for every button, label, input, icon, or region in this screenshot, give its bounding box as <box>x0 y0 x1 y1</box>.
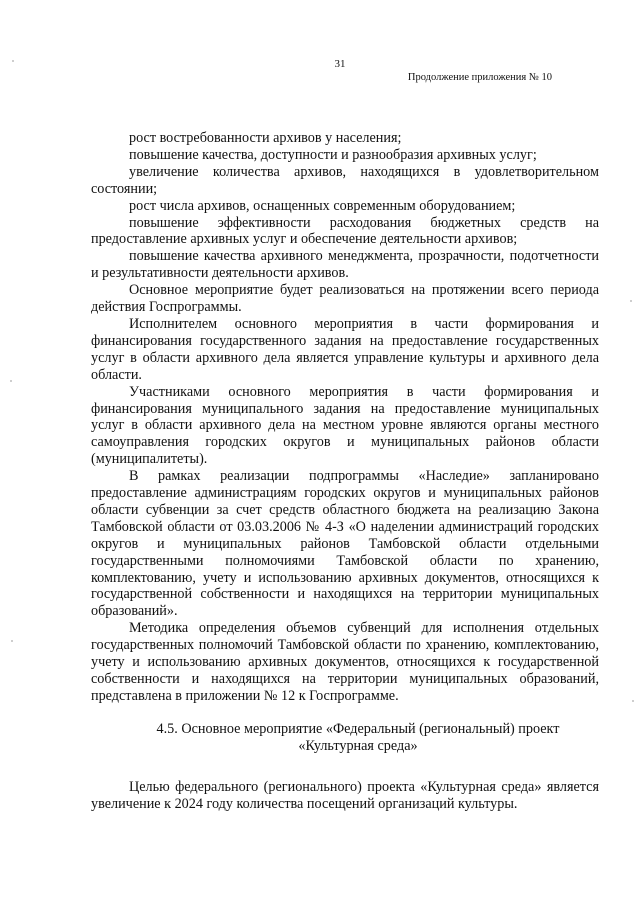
paragraph-11: Методика определения объемов субвенций для исполнения отдельных государственных полномочий Тамбовской области по хранению, комплектованию, учету и использованию архивных документов, относящихся к государственной собственности и находящихся на территории муниципальных образований, представлена в приложении № 12 к Госпрограмме. <box>91 620 599 704</box>
paragraph-1: рост востребованности архивов у населения; <box>129 130 402 146</box>
paragraph-8: Исполнителем основного мероприятия в части формирования и финансирования государственного задания на предоставление государственных услуг в области архивного дела является управление культуры и архивного дела области. <box>91 315 599 383</box>
paragraph-10: В рамках реализации подпрограммы «Наследие» запланировано предоставление администрациям городских округов и муниципальных районов области субвенции за счет средств областного бюджета на реализацию Закона Тамбовской области от 03.03.2006 № 4-З «О наделении администраций городских округов и муниципальных районов Тамбовской области отдельными государственными полномочиями Тамбовской области по хранению, комплектованию, учету и использованию архивных документов, относящихся к государственной собственности и находящихся на территории муниципальных образований». <box>91 468 599 620</box>
scan-mark <box>10 380 12 382</box>
paragraph-9: Участниками основного мероприятия в части формирования и финансирования муниципального задания на предоставление муниципальных услуг в области архивного дела на местном уровне являются органы местного самоуправления городских округов и муниципальных районов области (муниципалитеты). <box>91 383 599 468</box>
scan-mark <box>12 60 14 62</box>
section-heading-line-2: «Культурная среда» <box>298 738 418 755</box>
scan-mark <box>632 700 634 702</box>
paragraph-2: повышение качества, доступности и разнообразия архивных услуг; <box>129 146 537 163</box>
appendix-continuation-note: Продолжение приложения № 10 <box>407 72 552 83</box>
document-body <box>91 130 599 813</box>
section-heading <box>91 721 599 756</box>
paragraph-4: рост числа архивов, оснащенных современным оборудованием; <box>129 197 516 214</box>
section-paragraph: Целью федерального (регионального) проекта «Культурная среда» является увеличение к 2024 году количества посещений организаций культуры. <box>91 778 599 812</box>
paragraph-3: увеличение количества архивов, находящихся в удовлетворительном состоянии; <box>91 163 599 197</box>
paragraph-5: повышение эффективности расходования бюджетных средств на предоставление архивных услуг и обеспечение деятельности архивов; <box>91 214 599 248</box>
section-heading-line-1: 4.5. Основное мероприятие «Федеральный (региональный) проект <box>156 720 560 737</box>
scan-mark <box>630 300 632 302</box>
page-number: 31 <box>334 58 346 70</box>
paragraph-6: повышение качества архивного менеджмента, прозрачности, подотчетности и результативности деятельности архивов. <box>91 248 599 282</box>
paragraph-7: Основное мероприятие будет реализоваться на протяжении всего периода действия Госпрограммы. <box>91 282 599 316</box>
scan-mark <box>11 640 13 642</box>
